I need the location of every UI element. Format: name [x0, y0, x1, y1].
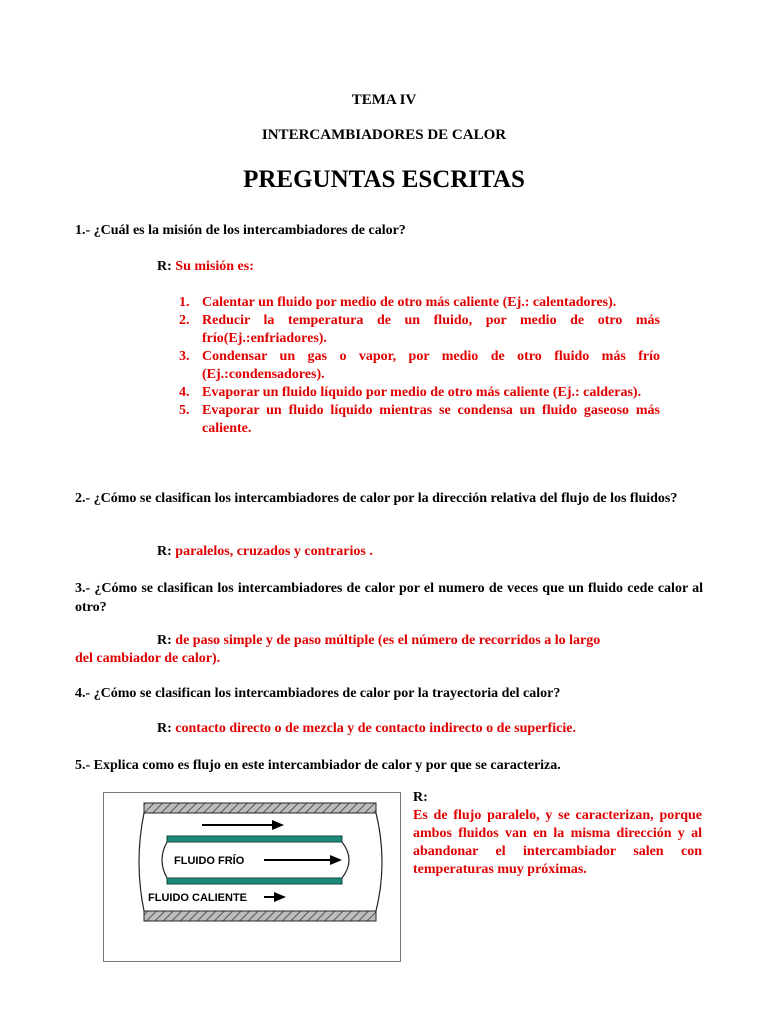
outer-wall-top — [144, 803, 376, 813]
answer-3-text: de paso simple y de paso múltiple (es el número de recorridos a lo largo — [175, 633, 601, 648]
question-2: 2.- ¿Cómo se clasifican los intercambiadores de calor por la dirección relativa del flujo de los fluidos? — [75, 491, 678, 506]
list-item: 2. Reducir la temperatura de un fluido, por medio de otro más frío(Ej.:enfriadores). — [179, 313, 660, 346]
answer-3-line1 — [157, 633, 600, 649]
answer-3-line2: del cambiador de calor). — [75, 651, 221, 666]
answer-4 — [157, 721, 576, 737]
outer-wall-bottom — [144, 911, 376, 921]
cold-fluid-label: FLUIDO FRÍO — [174, 855, 245, 867]
inner-tube-inlet — [162, 842, 167, 878]
inner-tube-wall-bottom — [167, 878, 342, 884]
answer-5-text: Es de flujo paralelo, y se caracterizan, porque ambos fluidos van en la misma dirección y al abandonar el intercambiador salen con temperaturas muy próximas. — [413, 808, 702, 877]
answer-1-intro-text: Su misión es: — [175, 259, 254, 274]
answer-4-text: contacto directo o de mezcla y de contacto indirecto o de superficie. — [175, 721, 576, 736]
tema-heading: TEMA IV — [351, 92, 417, 108]
shell-inlet — [139, 813, 144, 911]
answer-5-r-label: R: — [413, 790, 428, 805]
top-flow-arrowhead — [272, 820, 284, 830]
question-4: 4.- ¿Cómo se clasifican los intercambiadores de calor por la trayectoria del calor? — [75, 686, 561, 701]
question-5: 5.- Explica como es flujo en este intercambiador de calor y por que se caracteriza. — [75, 758, 561, 773]
r-label: R: — [157, 721, 172, 736]
answer-1-list — [179, 294, 660, 438]
answer-2 — [157, 544, 373, 560]
question-1: 1.- ¿Cuál es la misión de los intercambiadores de calor? — [75, 223, 406, 238]
cold-flow-arrowhead — [330, 855, 342, 865]
hot-fluid-label: FLUIDO CALIENTE — [148, 892, 247, 904]
subtitle-heading: INTERCAMBIADORES DE CALOR — [261, 127, 507, 143]
list-item: 4. Evaporar un fluido líquido por medio de otro más caliente (Ej.: calderas). — [179, 385, 642, 400]
parallel-flow-diagram — [103, 792, 401, 962]
inner-tube-wall-top — [167, 836, 342, 842]
page-title: PREGUNTAS ESCRITAS — [243, 166, 525, 193]
heat-exchanger-svg — [104, 793, 400, 961]
r-label: R: — [157, 633, 172, 648]
r-label: R: — [157, 544, 172, 559]
inner-tube-outlet — [342, 842, 349, 878]
hot-flow-arrowhead — [274, 892, 286, 902]
list-item: 5. Evaporar un fluido líquido mientras se condensa un fluido gaseoso más caliente. — [179, 403, 660, 436]
shell-outlet — [376, 813, 382, 911]
r-label: R: — [157, 259, 172, 274]
answer-2-text: paralelos, cruzados y contrarios . — [175, 544, 373, 559]
question-3: 3.- ¿Cómo se clasifican los intercambiadores de calor por el numero de veces que un fluido cede calor al otro? — [75, 581, 703, 615]
list-item: 1. Calentar un fluido por medio de otro más caliente (Ej.: calentadores). — [179, 295, 617, 310]
list-item: 3. Condensar un gas o vapor, por medio de otro fluido más frío (Ej.:condensadores). — [179, 349, 660, 382]
answer-1-intro — [157, 259, 254, 275]
